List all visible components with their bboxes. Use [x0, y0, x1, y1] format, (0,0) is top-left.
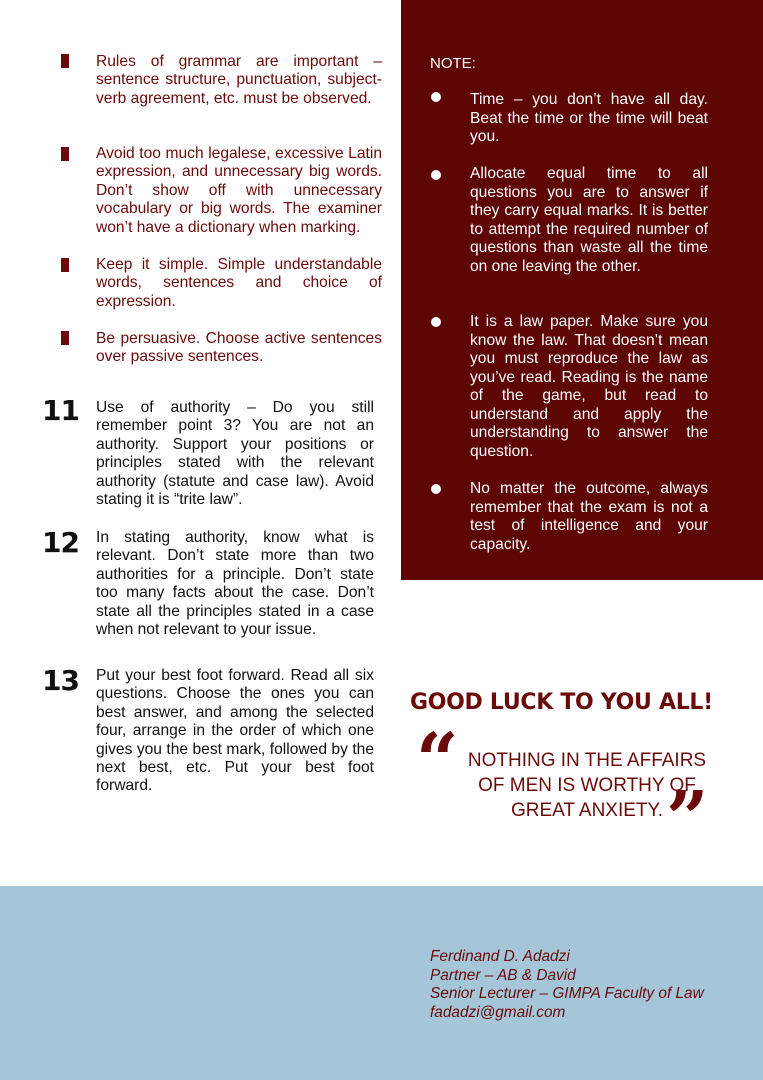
item-number: 12: [42, 526, 79, 559]
bullet-dot-icon: [431, 317, 441, 327]
author-role: Senior Lecturer – GIMPA Faculty of Law: [430, 985, 704, 1003]
note-title: NOTE:: [430, 55, 476, 72]
tip-text: Be persuasive. Choose active sentences over passive sentences.: [96, 330, 382, 366]
note-item: It is a law paper. Make sure you know the law. That doesn’t mean you must reproduce the law as you’ve read. Reading is the name of the game, but read to understand and apply the understanding to answer the question.: [470, 313, 708, 460]
bullet-dot-icon: [431, 484, 441, 494]
square-bullet-icon: [61, 54, 69, 68]
footer-band: [0, 886, 763, 1080]
note-item: Time – you don’t have all day. Beat the time or the time will beat you.: [470, 91, 708, 145]
close-quote-icon: ”: [666, 776, 709, 862]
author-role: Partner – AB & David: [430, 966, 576, 984]
tip-text: Rules of grammar are important – sentence structure, punctuation, subject-verb agreement, etc. must be observed.: [96, 53, 382, 107]
item-number: 11: [42, 394, 79, 427]
item-number: 13: [42, 664, 79, 697]
tip-text: Keep it simple. Simple understandable words, sentences and choice of expression.: [96, 256, 382, 310]
square-bullet-icon: [61, 147, 69, 161]
author-email[interactable]: fadadzi@gmail.com: [430, 1003, 566, 1021]
note-panel: [401, 0, 763, 580]
numbered-text: In stating authority, know what is relevant. Don’t state more than two authorities for a principle. Don’t state too many facts about the case. Don’t state all the principles stated in a case when not relevant to your issue.: [96, 529, 374, 639]
author-signature: [430, 948, 750, 1022]
note-item: Allocate equal time to all questions you are to answer if they carry equal marks. It is better to attempt the required number of questions than waste all the time on one leaving the other.: [470, 165, 708, 275]
square-bullet-icon: [61, 258, 69, 272]
note-item: No matter the outcome, always remember that the exam is not a test of intelligence and your capacity.: [470, 480, 708, 553]
square-bullet-icon: [61, 331, 69, 345]
author-name: Ferdinand D. Adadzi: [430, 948, 570, 965]
numbered-text: Use of authority – Do you still remember point 3? You are not an authority. Support your positions or principles stated with the relevant authority (statute and case law). Avoid stating it is “trite law”.: [96, 399, 374, 509]
good-luck-heading: GOOD LUCK TO YOU ALL!: [410, 690, 713, 715]
open-quote-icon: “: [416, 718, 459, 804]
closing-quote: NOTHING IN THE AFFAIRS OF MEN IS WORTHY OF GREAT ANXIETY.: [467, 750, 707, 821]
bullet-dot-icon: [431, 92, 441, 102]
tip-text: Avoid too much legalese, excessive Latin expression, and unnecessary big words. Don’t show off with unnecessary vocabulary or big words. The examiner won’t have a dictionary when marking.: [96, 145, 382, 236]
numbered-text: Put your best foot forward. Read all six questions. Choose the ones you can best answer, and among the selected four, arrange in the order of which one gives you the best mark, followed by the next best, etc. Put your best foot forward.: [96, 667, 374, 795]
bullet-dot-icon: [431, 170, 441, 180]
